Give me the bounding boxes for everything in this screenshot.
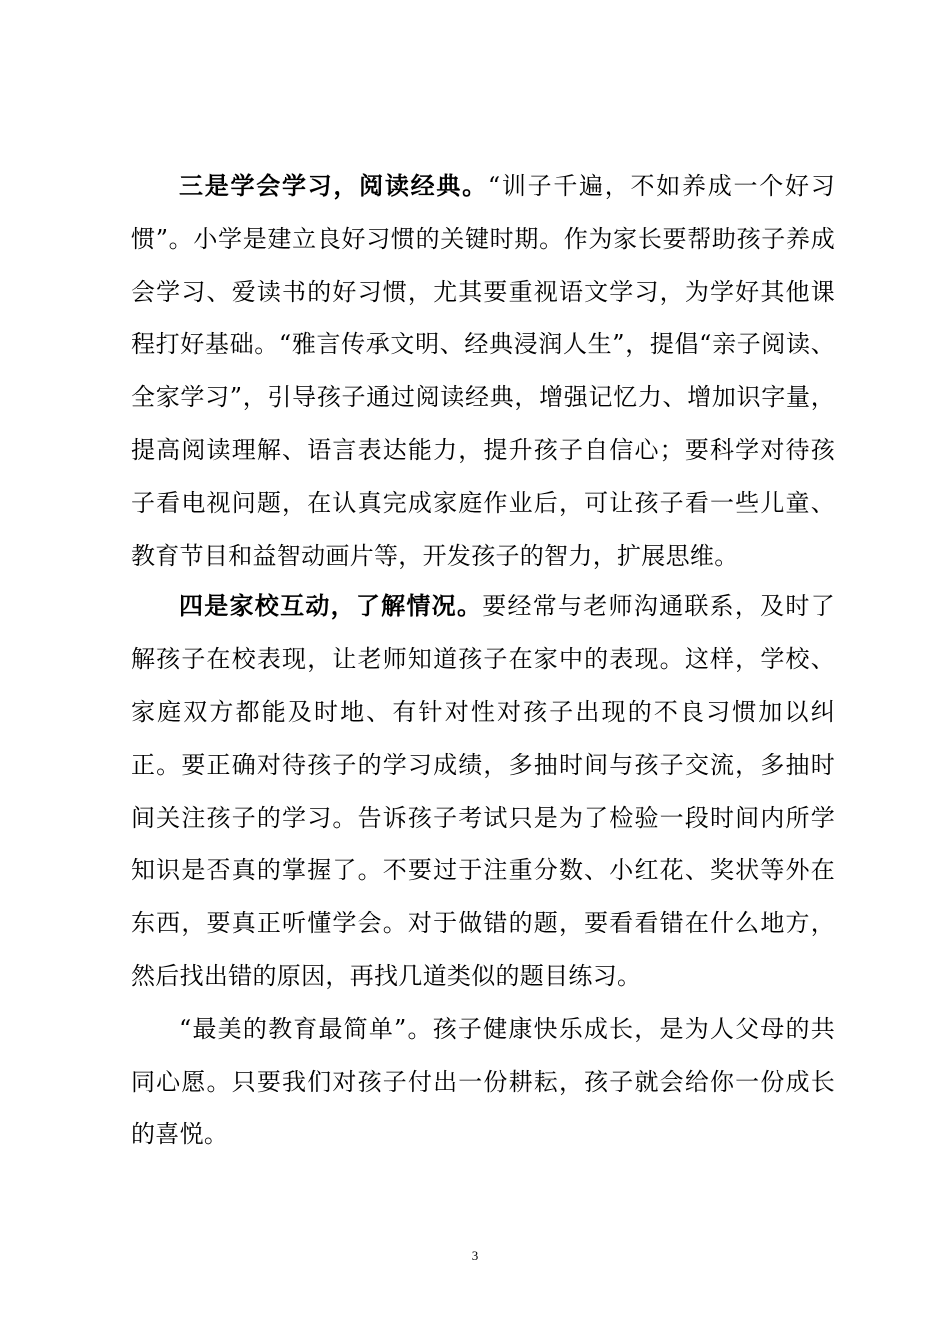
page-number: 3: [471, 1248, 479, 1263]
paragraph-body: 要经常与老师沟通联系，及时了解孩子在校表现，让老师知道孩子在家中的表现。这样，学校、家庭双方都能及时地、有针对性对孩子出现的不良习惯加以纠正。要正确对待孩子的学习成绩，多抽时间与孩子交流，多抽时间关注孩子的学习。告诉孩子考试只是为了检验一段时间内所学知识是否真的掌握了。不要过于注重分数、小红花、奖状等外在东西，要真正听懂学会。对于做错的题，要看看错在什么地方，然后找出错的原因，再找几道类似的题目练习。: [131, 592, 835, 990]
paragraph-body: “最美的教育最简单”。孩子健康快乐成长，是为人父母的共同心愿。只要我们对孩子付出一份耕耘，孩子就会给你一份成长的喜悦。: [131, 1014, 835, 1149]
body-text: [131, 160, 835, 1161]
paragraph-body: “训子千遍，不如养成一个好习惯”。小学是建立良好习惯的关键时期。作为家长要帮助孩子养成会学习、爱读书的好习惯，尤其要重视语文学习，为学好其他课程打好基础。“雅言传承文明、经典浸润人生”，提倡“亲子阅读、全家学习”，引导孩子通过阅读经典，增强记忆力、增加识字量，提高阅读理解、语言表达能力，提升孩子自信心；要科学对待孩子看电视问题，在认真完成家庭作业后，可让孩子看一些儿童、教育节目和益智动画片等，开发孩子的智力，扩展思维。: [131, 172, 835, 570]
paragraph-conclusion: [131, 1003, 835, 1161]
paragraph-home-school: [131, 580, 835, 1002]
paragraph-lead-heading: 三是学会学习，阅读经典。: [179, 171, 488, 200]
paragraph-lead-heading: 四是家校互动，了解情况。: [179, 591, 483, 621]
paragraph-study-reading: [131, 160, 835, 582]
